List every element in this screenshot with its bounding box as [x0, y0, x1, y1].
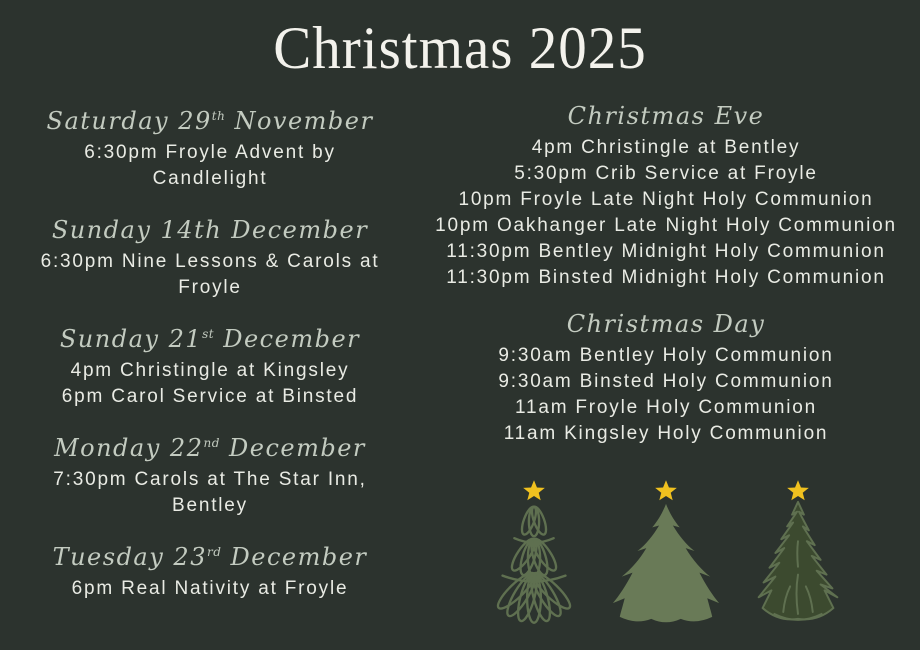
event-section-christmas-eve	[420, 99, 912, 291]
date-ordinal: nd	[203, 436, 220, 450]
event-section-29-november	[15, 99, 405, 192]
event-line: 11:30pm Binsted Midnight Holy Communion	[446, 267, 886, 288]
event-line: 6pm Real Nativity at Froyle	[71, 578, 349, 599]
date-text: Tuesday 23	[52, 543, 207, 571]
date-text: Saturday 29	[46, 107, 212, 135]
event-date-heading	[420, 307, 912, 341]
sketch-tree-icon	[475, 477, 593, 627]
event-line: Bentley	[172, 495, 248, 516]
event-line: 10pm Oakhanger Late Night Holy Communion	[435, 215, 897, 236]
event-date-heading	[15, 426, 405, 465]
right-events-column	[420, 99, 912, 627]
event-date-heading	[15, 535, 405, 574]
tree-star-icon	[523, 480, 545, 500]
event-line: 7:30pm Carols at The Star Inn,	[53, 469, 367, 490]
date-text: Sunday 14th December	[51, 216, 369, 244]
event-line: 4pm Christingle at Bentley	[531, 137, 801, 158]
date-text: Christmas Eve	[567, 102, 765, 130]
event-line: 5:30pm Crib Service at Froyle	[514, 163, 818, 184]
left-events-column	[15, 99, 405, 618]
event-line: 4pm Christingle at Kingsley	[70, 360, 350, 381]
date-text: Sunday 21	[59, 325, 203, 353]
event-line: 11am Kingsley Holy Communion	[503, 423, 829, 444]
date-text: Christmas Day	[566, 310, 766, 338]
sketch-tree-loops	[494, 505, 574, 623]
event-line: 6pm Carol Service at Binsted	[61, 386, 359, 407]
event-section-14-december	[15, 208, 405, 301]
event-section-23-december	[15, 535, 405, 602]
tree-star-icon	[787, 480, 809, 500]
event-line: Froyle	[178, 277, 242, 298]
event-line: 6:30pm Nine Lessons & Carols at	[40, 251, 380, 272]
event-section-christmas-day	[420, 307, 912, 447]
solid-fir-tree-icon	[607, 477, 725, 627]
bushy-pine-tree-icon	[739, 477, 857, 627]
event-date-heading	[15, 208, 405, 247]
event-section-21-december	[15, 317, 405, 410]
date-text: December	[219, 434, 366, 462]
christmas-trees-illustration	[420, 477, 912, 627]
event-line: 9:30am Bentley Holy Communion	[498, 345, 834, 366]
fir-tree-silhouette	[613, 504, 719, 622]
date-ordinal: th	[211, 109, 226, 123]
date-text: December	[214, 325, 361, 353]
event-line: 11am Froyle Holy Communion	[515, 397, 817, 418]
date-ordinal: rd	[206, 545, 222, 559]
date-text: November	[225, 107, 374, 135]
event-line: 9:30am Binsted Holy Communion	[498, 371, 834, 392]
event-section-22-december	[15, 426, 405, 519]
date-text: Monday 22	[54, 434, 204, 462]
event-line: 10pm Froyle Late Night Holy Communion	[458, 189, 874, 210]
date-text: December	[221, 543, 368, 571]
date-ordinal: st	[202, 327, 215, 341]
event-line: 11:30pm Bentley Midnight Holy Communion	[446, 241, 886, 262]
event-date-heading	[420, 99, 912, 133]
event-date-heading	[15, 99, 405, 138]
tree-star-icon	[655, 480, 677, 500]
event-line: 6:30pm Froyle Advent by	[84, 142, 336, 163]
event-line: Candlelight	[152, 168, 268, 189]
event-date-heading	[15, 317, 405, 356]
page-title: Christmas 2025	[273, 15, 647, 82]
